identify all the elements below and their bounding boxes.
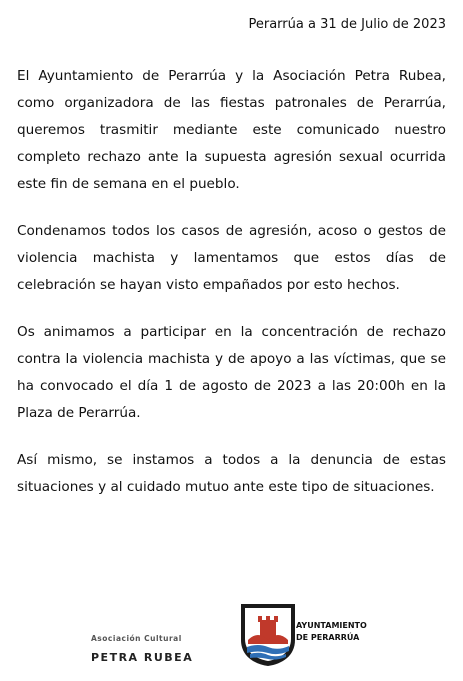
paragraph-call-to-action: Os animamos a participar en la concentración de rechazo contra la violencia machista y de apoyo a las víctimas, que se ha convocado el día 1 de agosto de 2023 a las 20:00h en la Plaza de Perarrúa. xyxy=(17,324,446,421)
town-hall-line1: AYUNTAMIENTO xyxy=(296,621,367,630)
date-line: Perarrúa a 31 de Julio de 2023 xyxy=(248,17,446,32)
association-logo xyxy=(91,634,201,664)
paragraph-closing: Así mismo, se instamos a todos a la denuncia de estas situaciones y al cuidado mutuo ante este tipo de situaciones. xyxy=(17,452,446,495)
paragraph-intro: El Ayuntamiento de Perarrúa y la Asociación Petra Rubea, como organizadora de las fiestas patronales de Perarrúa, queremos trasmitir mediante este comunicado nuestro completo rechazo ante la supuesta agresión sexual ocurrida este fin de semana en el pueblo. xyxy=(17,68,446,192)
letter-body xyxy=(17,63,446,521)
town-crest-icon xyxy=(238,600,298,668)
association-subtitle: Asociación Cultural xyxy=(91,634,182,643)
town-hall-name xyxy=(296,620,367,644)
paragraph-condemnation: Condenamos todos los casos de agresión, acoso o gestos de violencia machista y lamentamos que estos días de celebración se hayan visto empañados por esto hechos. xyxy=(17,223,446,293)
association-name: PETRA RUBEA xyxy=(91,651,194,664)
town-hall-line2: DE PERARRÚA xyxy=(296,633,360,642)
